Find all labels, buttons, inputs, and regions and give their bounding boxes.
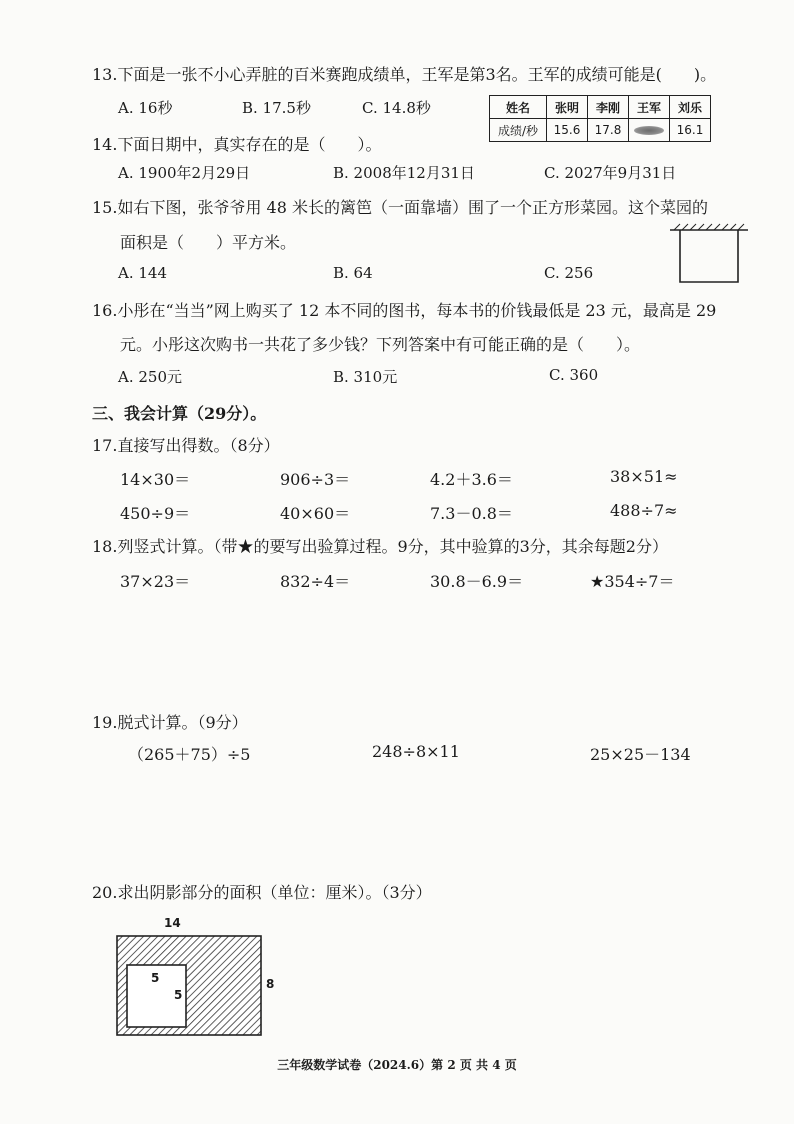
q17-item-3: 4.2＋3.6＝ [430, 470, 513, 489]
table-header-wangjun: 王军 [629, 96, 670, 119]
q19-title: 19.脱式计算。（9分） [92, 713, 248, 732]
q17-item-5: 450÷9＝ [120, 504, 191, 523]
table-cell-ligang: 17.8 [588, 119, 629, 142]
q19-item-3: 25×25－134 [590, 745, 691, 764]
table-row-label: 成绩/秒 [490, 119, 547, 142]
page-footer: 三年级数学试卷（2024.6）第 2 页 共 4 页 [277, 1058, 517, 1072]
q15-text-line2: 面积是（ ）平方米。 [120, 233, 297, 252]
q15-option-b: B. 64 [333, 264, 373, 282]
table-cell-wangjun-smudged [629, 119, 670, 142]
wall-garden-diagram [668, 222, 752, 288]
score-table-header-row [490, 96, 711, 119]
inner-width-label: 5 [151, 971, 160, 985]
outer-width-label: 14 [164, 916, 181, 930]
q17-item-7: 7.3－0.8＝ [430, 504, 513, 523]
q18-item-2: 832÷4＝ [280, 572, 351, 591]
q14-option-b: B. 2008年12月31日 [333, 164, 475, 182]
q15-text-line1: 15.如右下图，张爷爷用 48 米长的篱笆（一面靠墙）围了一个正方形菜园。这个菜园的 [92, 198, 708, 217]
ink-smudge-icon [634, 126, 664, 135]
q19-item-1: （265＋75）÷5 [128, 745, 251, 764]
section-3-heading: 三、我会计算（29分）。 [92, 404, 267, 423]
q16-option-c: C. 360 [549, 366, 599, 384]
score-table [489, 95, 711, 142]
table-header-zhangming: 张明 [547, 96, 588, 119]
table-header-name: 姓名 [490, 96, 547, 119]
q20-title: 20.求出阴影部分的面积（单位：厘米）。（3分） [92, 883, 432, 902]
shaded-area-figure [116, 935, 262, 1037]
q16-text-line1: 16.小彤在“当当”网上购买了 12 本不同的图书，每本书的价钱最低是 23 元，最高是 29 [92, 301, 717, 320]
table-cell-zhangming: 15.6 [547, 119, 588, 142]
q17-item-6: 40×60＝ [280, 504, 351, 523]
q13-option-b: B. 17.5秒 [242, 99, 311, 117]
q17-item-8: 488÷7≈ [610, 501, 678, 520]
inner-height-label: 5 [174, 988, 183, 1002]
q16-text-line2: 元。小彤这次购书一共花了多少钱？下列答案中有可能正确的是（ ）。 [120, 335, 641, 354]
q14-text: 14.下面日期中，真实存在的是（ ）。 [92, 135, 382, 154]
q17-item-4: 38×51≈ [610, 467, 678, 486]
table-header-liule: 刘乐 [670, 96, 711, 119]
q18-item-4: ★354÷7＝ [590, 572, 675, 591]
score-table-value-row [490, 119, 711, 142]
q15-option-c: C. 256 [544, 264, 594, 282]
q17-item-2: 906÷3＝ [280, 470, 351, 489]
q13-option-c: C. 14.8秒 [362, 99, 431, 117]
table-cell-liule: 16.1 [670, 119, 711, 142]
q17-item-1: 14×30＝ [120, 470, 191, 489]
q13-option-a: A. 16秒 [118, 99, 173, 117]
q18-item-1: 37×23＝ [120, 572, 191, 591]
q18-title: 18.列竖式计算。（带★的要写出验算过程。9分，其中验算的3分，其余每题2分） [92, 537, 668, 556]
q16-option-b: B. 310元 [333, 368, 398, 386]
q14-option-a: A. 1900年2月29日 [118, 164, 251, 182]
q18-item-3: 30.8－6.9＝ [430, 572, 524, 591]
q13-text: 13.下面是一张不小心弄脏的百米赛跑成绩单，王军是第3名。王军的成绩可能是( )。 [92, 65, 717, 84]
q16-option-a: A. 250元 [118, 368, 182, 386]
table-header-ligang: 李刚 [588, 96, 629, 119]
q17-title: 17.直接写出得数。（8分） [92, 436, 280, 455]
q19-item-2: 248÷8×11 [372, 742, 460, 761]
q15-option-a: A. 144 [118, 264, 167, 282]
outer-height-label: 8 [266, 977, 275, 991]
q14-option-c: C. 2027年9月31日 [544, 164, 677, 182]
